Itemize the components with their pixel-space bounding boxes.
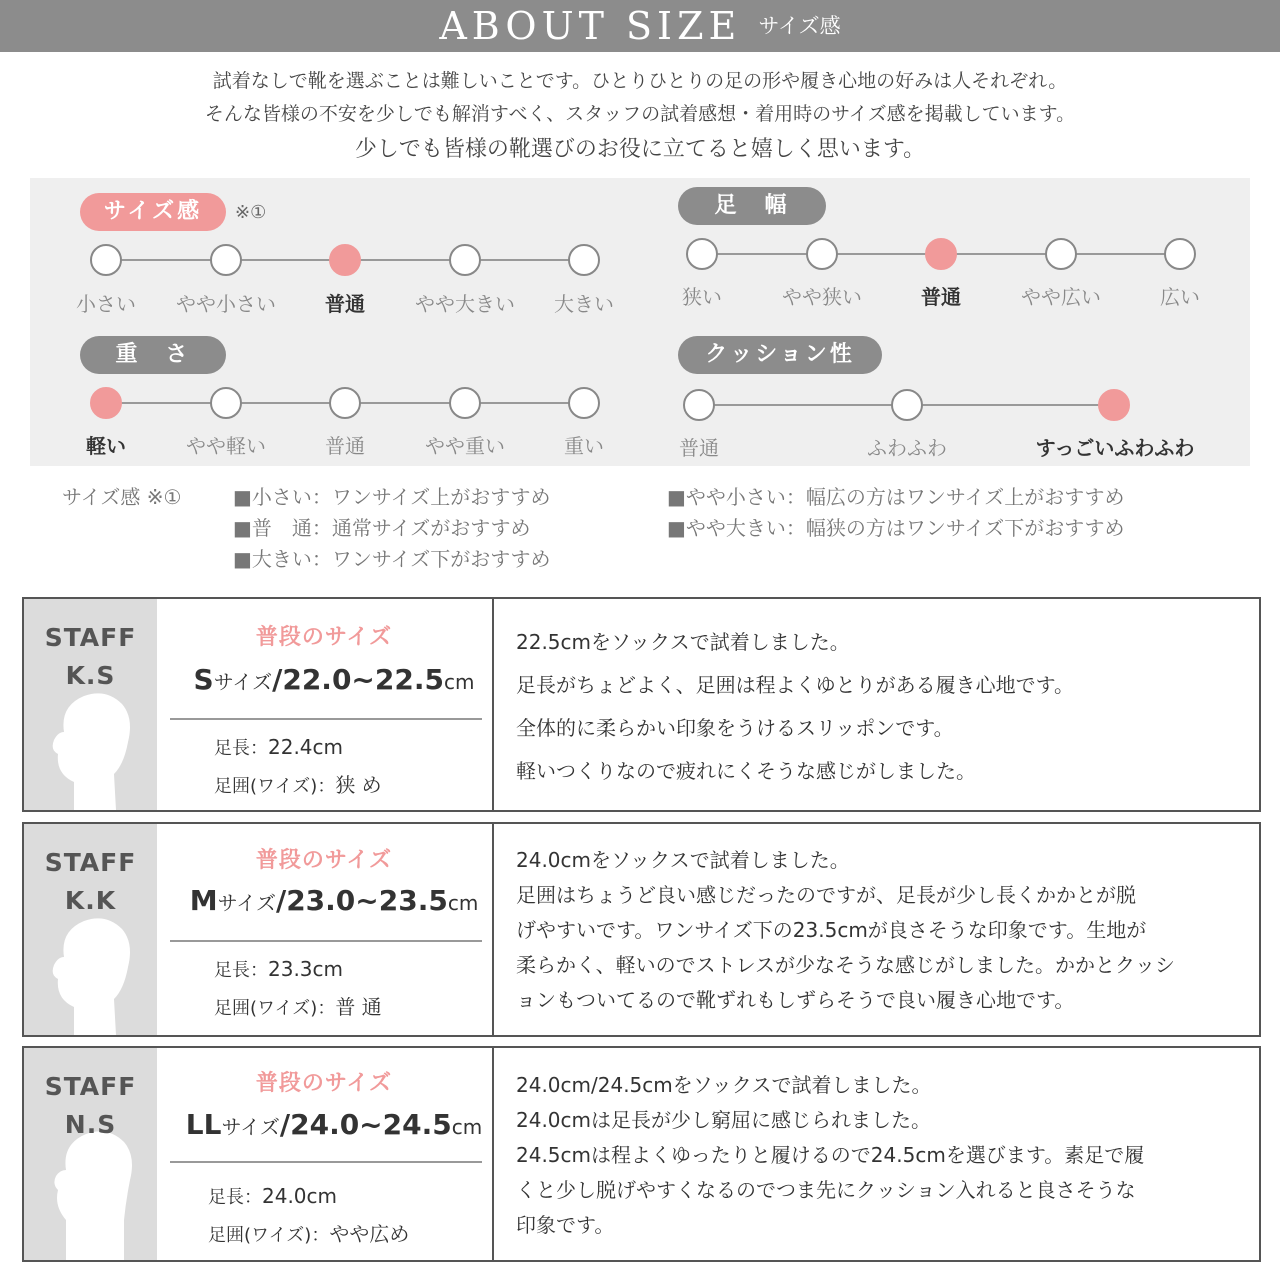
usual-size-title: 普段のサイズ [255, 1071, 393, 1096]
header-subtitle: サイズ感 [758, 14, 841, 38]
comment-line: ョンもついてるので靴ずれもしずらそうで良い履き心地です。 [516, 988, 1075, 1012]
foot-width-label: 足囲(ワイズ)： [214, 776, 336, 797]
usual-size-value [174, 663, 494, 696]
staff-name [24, 844, 157, 920]
foot-width-value: 狭 め [335, 773, 382, 797]
usual-size-value [174, 1108, 494, 1141]
foot-length-label: 足長： [208, 1187, 262, 1208]
usual-size-value [174, 884, 494, 917]
size-unit: cm [447, 891, 479, 915]
comment-line: 24.0cmをソックスで試着しました。 [516, 848, 850, 872]
size-divider [170, 1161, 482, 1163]
width-scale-tick: やや狭い [782, 285, 862, 309]
intro-line-3: 少しでも皆様の靴選びのお役に立てると嬉しく思います。 [354, 137, 926, 162]
comment-line: 柔らかく、軽いのでストレスが少なそうな感じがしました。かかとクッシ [516, 953, 1175, 977]
staff-side-panel [24, 1048, 157, 1260]
foot-info [214, 729, 382, 805]
header-bar [0, 0, 1280, 52]
cushion-scale-dot [683, 389, 715, 421]
size-range: /24.0~24.5 [279, 1108, 452, 1141]
weight-scale-tick: 普通 [325, 434, 365, 458]
foot-info [214, 951, 382, 1027]
size-scale-dot [449, 244, 481, 276]
note-item: ■普 通：通常サイズがおすすめ [233, 516, 531, 540]
cushion-scale-dot [891, 389, 923, 421]
rating-panel [30, 178, 1250, 466]
note-item: ■やや大きい：幅狭の方はワンサイズ下がおすすめ [667, 516, 1125, 540]
width-scale-tick: 狭い [682, 285, 722, 309]
size-scale-dot [568, 244, 600, 276]
size-divider [170, 718, 482, 720]
notes-label: サイズ感 ※① [62, 485, 182, 509]
staff-label-line2: K.K [64, 886, 117, 915]
staff-label-line1: STAFF [44, 848, 137, 877]
foot-width-label: 足囲(ワイズ)： [208, 1225, 330, 1246]
size-divider [170, 940, 482, 942]
size-scale-tick: やや小さい [176, 292, 276, 316]
card-divider [492, 1048, 494, 1260]
size-letter: M [189, 884, 218, 917]
weight-scale-dot-selected [90, 387, 122, 419]
staff-comment [516, 843, 1246, 1018]
staff-card [22, 1046, 1261, 1262]
size-scale-tick: やや大きい [415, 292, 515, 316]
width-scale-dot [806, 238, 838, 270]
staff-comment [516, 1068, 1246, 1243]
intro-line-2: そんな皆様の不安を少しでも解消すべく、スタッフの試着感想・着用時のサイズ感を掲載しています。 [204, 103, 1076, 125]
foot-info [208, 1178, 409, 1254]
note-item: ■大きい：ワンサイズ下がおすすめ [233, 547, 551, 571]
foot-length-value: 22.4cm [268, 735, 344, 759]
staff-label-line1: STAFF [44, 1072, 137, 1101]
width-scale-dot [1045, 238, 1077, 270]
note-item: ■小さい：ワンサイズ上がおすすめ [233, 485, 551, 509]
size-scale-pill: サイズ感 [80, 193, 226, 231]
size-scale-dot [210, 244, 242, 276]
comment-line: 軽いつくりなので疲れにくそうな感じがしました。 [516, 759, 976, 783]
weight-scale-dot [449, 387, 481, 419]
comment-line: 22.5cmをソックスで試着しました。 [516, 630, 850, 654]
cushion-scale-tick-selected: すっごいふわふわ [1035, 436, 1195, 460]
size-word: サイズ [217, 891, 276, 915]
weight-scale-dot [329, 387, 361, 419]
cushion-scale-tick: 普通 [679, 436, 719, 460]
size-range: /23.0~23.5 [275, 884, 448, 917]
weight-scale-dot [568, 387, 600, 419]
width-scale-dot-selected [925, 238, 957, 270]
card-divider [492, 599, 494, 810]
staff-label-line2: K.S [65, 661, 116, 690]
header-title: ABOUT SIZE [439, 4, 742, 48]
comment-line: くと少し脱げやすくなるのでつま先にクッション入れると良さそうな [516, 1178, 1136, 1202]
comment-line: 印象です。 [516, 1213, 615, 1237]
weight-scale-tick: 重い [564, 434, 604, 458]
comment-line: げやすいです。ワンサイズ下の23.5cmが良さそうな印象です。生地が [516, 918, 1147, 942]
weight-scale-pill: 重 さ [80, 336, 226, 374]
size-range: /22.0~22.5 [272, 663, 444, 696]
foot-length-label: 足長： [214, 960, 268, 981]
comment-line: 全体的に柔らかい印象をうけるスリッポンです。 [516, 716, 954, 740]
foot-length-value: 23.3cm [268, 957, 344, 981]
size-scale-tick: 小さい [76, 292, 136, 316]
staff-card [22, 597, 1261, 812]
size-letter: LL [185, 1108, 222, 1141]
width-scale-tick: 広い [1160, 285, 1200, 309]
comment-line: 24.0cmは足長が少し窮屈に感じられました。 [516, 1108, 932, 1132]
size-word: サイズ [221, 1115, 280, 1139]
staff-label-line2: N.S [64, 1110, 117, 1139]
staff-label-line1: STAFF [44, 623, 137, 652]
staff-comment [516, 621, 1246, 793]
staff-side-panel [24, 824, 157, 1035]
comment-line: 足囲はちょうど良い感じだったのですが、足長が少し長くかかとが脱 [516, 883, 1136, 907]
size-scale-dot-selected [329, 244, 361, 276]
foot-length-value: 24.0cm [262, 1184, 338, 1208]
size-scale-tick: 大きい [554, 292, 614, 316]
usual-size-title: 普段のサイズ [255, 625, 393, 650]
size-unit: cm [443, 670, 475, 694]
comment-line: 24.5cmは程よくゆったりと履けるので24.5cmを選びます。素足で履 [516, 1143, 1145, 1167]
comment-line: 足長がちょどよく、足囲は程よくゆとりがある履き心地です。 [516, 673, 1074, 697]
width-scale-tick: やや広い [1021, 285, 1101, 309]
note-item: ■やや小さい：幅広の方はワンサイズ上がおすすめ [667, 485, 1125, 509]
weight-scale-tick: やや重い [425, 434, 505, 458]
foot-width-value: 普 通 [335, 995, 382, 1019]
staff-name [24, 619, 157, 695]
width-scale-dot [686, 238, 718, 270]
cushion-scale-pill: クッション性 [678, 336, 882, 374]
size-scale-tick-selected: 普通 [325, 292, 365, 316]
size-letter: S [193, 663, 214, 696]
foot-length-label: 足長： [214, 738, 268, 759]
staff-card [22, 822, 1261, 1037]
width-scale-dot [1164, 238, 1196, 270]
size-scale-note: ※① [235, 202, 267, 223]
width-scale-tick-selected: 普通 [921, 285, 961, 309]
cushion-scale-tick: ふわふわ [867, 436, 947, 460]
weight-scale-tick-selected: 軽い [86, 434, 126, 458]
size-word: サイズ [213, 670, 273, 694]
foot-width-value: やや広め [329, 1222, 410, 1246]
usual-size-title: 普段のサイズ [255, 848, 393, 873]
size-scale-dot [90, 244, 122, 276]
width-scale-pill: 足 幅 [678, 187, 826, 225]
card-divider [492, 824, 494, 1035]
cushion-scale-dot-selected [1098, 389, 1130, 421]
weight-scale-tick: やや軽い [186, 434, 266, 458]
intro-line-1: 試着なしで靴を選ぶことは難しいことです。ひとりひとりの足の形や履き心地の好みは人それぞれ。 [212, 70, 1068, 92]
weight-scale-dot [210, 387, 242, 419]
staff-name [24, 1068, 157, 1144]
staff-side-panel [24, 599, 157, 810]
comment-line: 24.0cm/24.5cmをソックスで試着しました。 [516, 1073, 932, 1097]
size-unit: cm [451, 1115, 483, 1139]
foot-width-label: 足囲(ワイズ)： [214, 998, 336, 1019]
